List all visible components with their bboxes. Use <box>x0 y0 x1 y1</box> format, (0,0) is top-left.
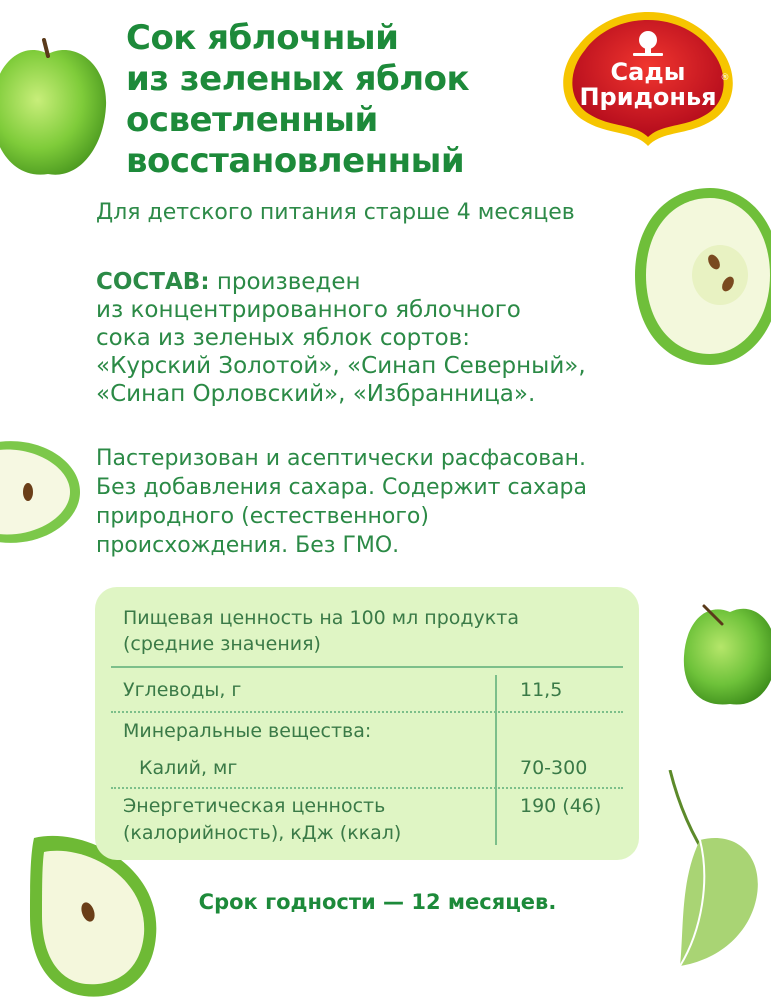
product-title <box>126 18 556 182</box>
title-line: восстановленный <box>126 141 465 181</box>
note-line: Пастеризован и асептически расфасован. <box>96 446 587 471</box>
nutrition-header-line: Пищевая ценность на 100 мл продукта <box>123 607 519 629</box>
nutrient-name: Энергетическая ценность <box>123 795 386 817</box>
brand-logo <box>553 8 743 148</box>
row-divider <box>111 787 623 789</box>
green-apple-whole-icon <box>682 596 771 708</box>
composition-text: произведен <box>209 269 361 295</box>
note-line: природного (естественного) <box>96 504 429 529</box>
header-divider <box>111 666 623 668</box>
nutrient-name: Углеводы, г <box>123 679 242 701</box>
green-apple-whole-icon <box>0 34 110 184</box>
row-divider <box>111 711 623 713</box>
composition-line: «Синап Орловский», «Избранница». <box>96 381 536 407</box>
title-line: из зеленых яблок <box>126 59 470 99</box>
nutrient-name: Минеральные вещества: <box>123 720 372 742</box>
shelf-life-text: Срок годности — 12 месяцев. <box>198 890 557 914</box>
composition-line: сока из зеленых яблок сортов: <box>96 325 470 351</box>
note-line: происхождения. Без ГМО. <box>96 533 400 558</box>
composition-label: СОСТАВ: <box>96 269 210 295</box>
composition-line: из концентрированного яблочного <box>96 297 521 323</box>
column-divider <box>495 675 497 845</box>
processing-notes <box>96 444 656 560</box>
composition-line: «Курский Золотой», «Синап Северный», <box>96 353 586 379</box>
nutrient-name: (калорийность), кДж (ккал) <box>123 822 402 844</box>
nutrient-value: 190 (46) <box>520 795 602 817</box>
title-line: Сок яблочный <box>126 18 399 58</box>
logo-registered-mark: ® <box>720 73 730 83</box>
logo-line2: Придонья <box>579 83 717 111</box>
leaf-icon <box>640 770 771 970</box>
nutrition-header-line: (средние значения) <box>123 633 321 655</box>
age-recommendation: Для детского питания старше 4 месяцев <box>96 200 575 225</box>
nutrient-value: 11,5 <box>520 679 563 701</box>
nutrient-name: Калий, мг <box>139 757 238 779</box>
shelf-life <box>0 890 771 914</box>
note-line: Без добавления сахара. Содержит сахара <box>96 475 588 500</box>
logo-line1: Сады <box>610 58 686 86</box>
apple-slice-icon <box>0 436 80 548</box>
composition-block <box>96 268 656 408</box>
nutrition-panel <box>95 587 639 860</box>
nutrient-value: 70-300 <box>520 757 588 779</box>
nutrition-header <box>123 605 519 657</box>
title-line: осветленный <box>126 100 378 140</box>
